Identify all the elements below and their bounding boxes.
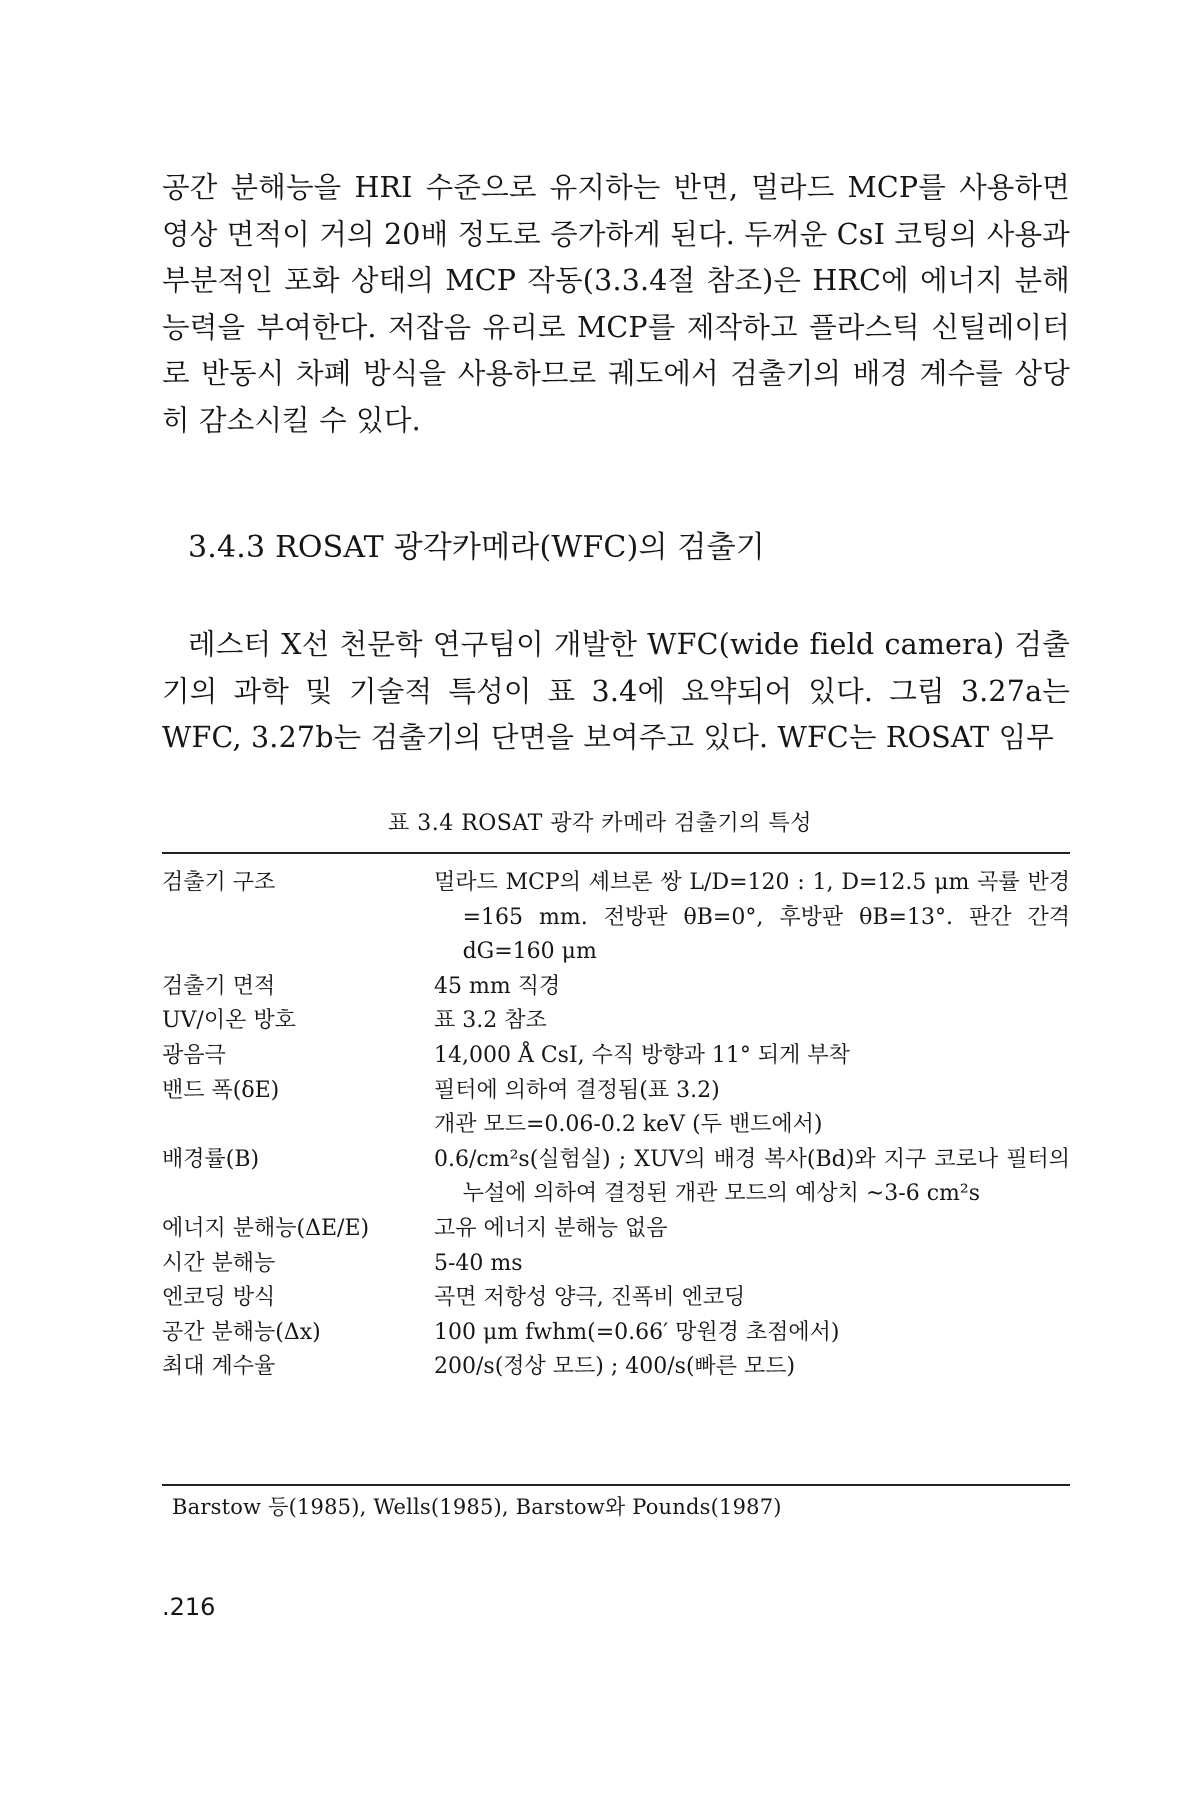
row-label: 배경률(B) <box>162 1146 260 1172</box>
table-row <box>162 1350 1070 1385</box>
row-value: 200/s(정상 모드) ; 400/s(빠른 모드) <box>434 1354 796 1380</box>
section-heading: 3.4.3 ROSAT 광각카메라(WFC)의 검출기 <box>188 530 765 565</box>
body-paragraph: 공간 분해능을 HRI 수준으로 유지하는 반면, 멀라드 MCP를 사용하면 영상 면적이 거의 20배 정도로 증가하게 된다. 두꺼운 CsI 코팅의 사용과 부분적인 포화 상태의 MCP 작동(3.3.4절 참조)은 HRC에 에너지 분해 능력을 부여한다. 저잡음 유리로 MCP를 제작하고 플라스틱 신틸레이터로 반동시 차폐 방식을 사용하므로 궤도에서 검출기의 배경 계수를 상당히 감소시킬 수 있다. <box>162 171 1070 437</box>
table-row <box>162 1316 1070 1351</box>
table-row <box>162 1143 1070 1212</box>
table-bottom-rule <box>162 1484 1070 1486</box>
body-paragraph: 레스터 X선 천문학 연구팀이 개발한 WFC(wide field camera) 검출기의 과학 및 기술적 특성이 표 3.4에 요약되어 있다. 그림 3.27a는 WFC, 3.27b는 검출기의 단면을 보여주고 있다. WFC는 ROSAT 임무 <box>162 628 1070 754</box>
row-value: 100 μm fwhm(=0.66′ 망원경 초점에서) <box>434 1319 840 1345</box>
table-row <box>162 1074 1070 1109</box>
row-label: 엔코딩 방식 <box>162 1285 276 1311</box>
row-label: 공간 분해능(Δx) <box>162 1319 321 1345</box>
row-label: 광음극 <box>162 1042 226 1068</box>
row-label: 최대 계수율 <box>162 1354 276 1380</box>
table-row <box>162 1281 1070 1316</box>
table-row <box>162 1108 1070 1143</box>
table-top-rule <box>162 852 1070 854</box>
row-value: 0.6/cm²s(실험실) ; XUV의 배경 복사(Bd)와 지구 코로나 필터의 누설에 의하여 결정된 개관 모드의 예상치 ~3-6 cm²s <box>434 1146 1070 1207</box>
row-value: 멀라드 MCP의 셰브론 쌍 L/D=120 : 1, D=12.5 μm 곡률 반경=165 mm. 전방판 θB=0°, 후방판 θB=13°. 판간 간격 dG=160 μm <box>434 870 1070 965</box>
row-value: 고유 에너지 분해능 없음 <box>434 1215 668 1241</box>
row-label: 에너지 분해능(ΔE/E) <box>162 1215 370 1241</box>
table-row <box>162 1212 1070 1247</box>
table-row <box>162 970 1070 1005</box>
row-label: 시간 분해능 <box>162 1250 276 1276</box>
table-caption: 표 3.4 ROSAT 광각 카메라 검출기의 특성 <box>387 811 812 836</box>
page-number: .216 <box>162 1593 216 1621</box>
row-label: UV/이온 방호 <box>162 1008 296 1034</box>
row-value: 필터에 의하여 결정됨(표 3.2) <box>434 1077 720 1103</box>
table-source-note: Barstow 등(1985), Wells(1985), Barstow와 Pounds(1987) <box>172 1495 782 1519</box>
table-row <box>162 1247 1070 1282</box>
row-value: 14,000 Å CsI, 수직 방향과 11° 되게 부착 <box>434 1042 850 1068</box>
table-row <box>162 1004 1070 1039</box>
row-value: 5-40 ms <box>434 1250 523 1276</box>
row-value: 45 mm 직경 <box>434 973 561 999</box>
row-label <box>162 1108 434 1143</box>
row-value: 곡면 저항성 양극, 진폭비 엔코딩 <box>434 1285 746 1311</box>
row-label: 검출기 면적 <box>162 973 276 999</box>
row-value: 개관 모드=0.06-0.2 keV (두 밴드에서) <box>434 1112 823 1138</box>
table-body <box>162 866 1070 1385</box>
table-row <box>162 1039 1070 1074</box>
row-label: 검출기 구조 <box>162 870 276 895</box>
table-row <box>162 866 1070 970</box>
row-label: 밴드 폭(δE) <box>162 1077 280 1103</box>
row-value: 표 3.2 참조 <box>434 1008 547 1034</box>
